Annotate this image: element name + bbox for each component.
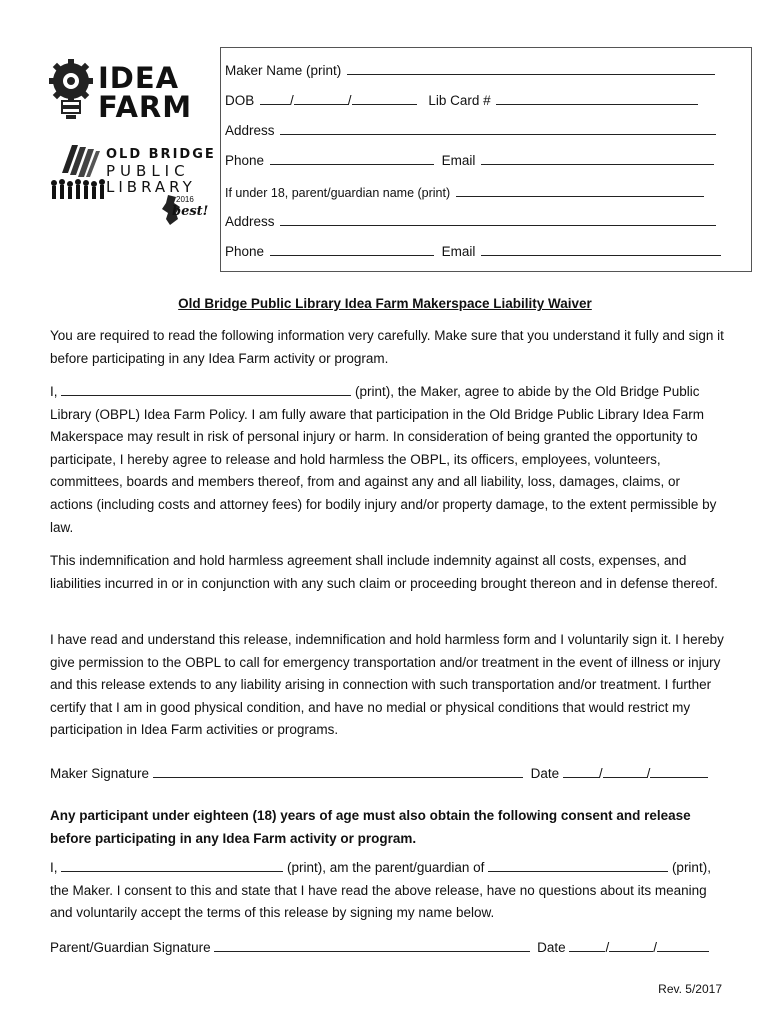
guardian-print-field[interactable] (61, 858, 283, 872)
guardian-paragraph (50, 857, 725, 925)
agreement-name-field[interactable] (61, 382, 351, 396)
guardian-name-label: If under 18, parent/guardian name (print) (225, 186, 451, 200)
lib-card-label: Lib Card # (428, 93, 491, 108)
guardian-i: I, (50, 860, 58, 875)
indemnification-paragraph: This indemnification and hold harmless agreement shall include indemnity against all costs, expenses, and liabilities incurred in or in conjunction with any such claim or proceeding brought thereon and in defense thereof. (50, 553, 718, 591)
email-label: Email (441, 153, 476, 168)
phone2-row (225, 242, 721, 261)
address-row (225, 121, 716, 140)
guardian-signature-row: Parent/Guardian Signature Date / / (50, 937, 725, 960)
agreement-paragraph (50, 381, 725, 539)
email2-label: Email (441, 244, 476, 259)
phone-row (225, 151, 714, 170)
badge-year: 2016 (176, 195, 194, 204)
dob-day-field[interactable] (294, 91, 348, 105)
maker-signature-row: Maker Signature Date / / (50, 763, 725, 786)
lightbulb-gear-icon (48, 59, 94, 121)
guardian-date-label: Date (537, 940, 566, 955)
maker-name-row (225, 61, 715, 80)
guardian-print-text: (print), am the parent/guardian of (287, 860, 485, 875)
address2-row (225, 212, 716, 231)
agreement-i: I, (50, 384, 58, 399)
maker-date-year[interactable] (650, 764, 708, 778)
dob-month-field[interactable] (260, 91, 290, 105)
guardian-date-year[interactable] (657, 938, 709, 952)
guardian-name-field[interactable] (456, 183, 704, 197)
maker-date-label: Date (530, 766, 560, 781)
guardian-signature-field[interactable] (214, 938, 530, 952)
books-icon (60, 143, 102, 179)
library-line-2: PUBLIC (106, 162, 190, 180)
revision-label: Rev. 5/2017 (658, 982, 722, 996)
address-field[interactable] (280, 121, 716, 135)
consent-paragraph: I have read and understand this release, indemnification and hold harmless form and I voluntarily sign it. I hereby give permission to the OBPL to call for emergency transportation and/or treatment in the event of illness or injury and this release extends to any liability arising in connection with such transportation and/or treatment. I further certify that I am in good physical condition, and have no medial or physical conditions that would restrict my participation in Idea Farm activities or programs. (50, 632, 724, 738)
guardian-date-month[interactable] (569, 938, 605, 952)
maker-name-field[interactable] (347, 61, 715, 75)
idea-word: IDEA (98, 61, 180, 95)
guardian-text: the Maker. I consent to this and state that I have read the above release, have no questions about its meaning and voluntarily accept the terms of this release by signing my name below. (50, 882, 707, 921)
guardian-name-row (225, 183, 704, 202)
logo-area (48, 55, 218, 225)
minor-notice: Any participant under eighteen (18) years of age must also obtain the following consent and release before participating in any Idea Farm activity or program. (50, 808, 691, 846)
agreement-text: (print), the Maker, agree to abide by the Old Bridge Public Library (OBPL) Idea Farm Policy. I am fully aware that participation in the Old Bridge Public Library Idea Farm Makerspace may result in risk of personal injury or harm. In consideration of being granted the opportunity to participate, I hereby agree to release and hold harmless the OBPL, its officers, employees, volunteers, committees, boards and members thereof, from and against any and all liability, loss, damages, claims, or actions (including costs and attorney fees) for bodily injury and/or property damage, to the extent permissible by law. (50, 384, 717, 535)
phone2-label: Phone (225, 244, 265, 259)
maker-date-month[interactable] (563, 764, 599, 778)
library-line-3: LIBRARY (106, 178, 196, 196)
address2-label: Address (225, 214, 275, 229)
maker-signature-field[interactable] (153, 764, 523, 778)
guardian-signature-label: Parent/Guardian Signature (50, 940, 211, 955)
badge-best: best! (172, 204, 209, 219)
address-label: Address (225, 123, 275, 138)
maker-print-field[interactable] (488, 858, 668, 872)
guardian-date-day[interactable] (609, 938, 653, 952)
phone-field[interactable] (270, 151, 434, 165)
people-silhouettes-icon (50, 177, 106, 201)
dob-year-field[interactable] (352, 91, 417, 105)
phone2-field[interactable] (270, 242, 434, 256)
email2-field[interactable] (481, 242, 721, 256)
guardian-print-text-2: (print), (671, 860, 711, 875)
intro-paragraph: You are required to read the following information very carefully. Make sure that you understand it fully and sign it before participating in any Idea Farm activity or program. (50, 328, 724, 366)
maker-name-label: Maker Name (print) (225, 63, 342, 78)
dob-label: DOB (225, 93, 255, 108)
dob-row: DOB / / Lib Card # (225, 91, 698, 110)
farm-word: FARM (98, 90, 193, 124)
library-line-1: OLD BRIDGE (106, 147, 216, 162)
maker-date-day[interactable] (603, 764, 647, 778)
lib-card-field[interactable] (496, 91, 698, 105)
waiver-title: Old Bridge Public Library Idea Farm Makerspace Liability Waiver (178, 296, 592, 311)
address2-field[interactable] (280, 212, 716, 226)
maker-signature-label: Maker Signature (50, 766, 150, 781)
maker-info-box (220, 47, 752, 272)
phone-label: Phone (225, 153, 265, 168)
email-field[interactable] (481, 151, 714, 165)
